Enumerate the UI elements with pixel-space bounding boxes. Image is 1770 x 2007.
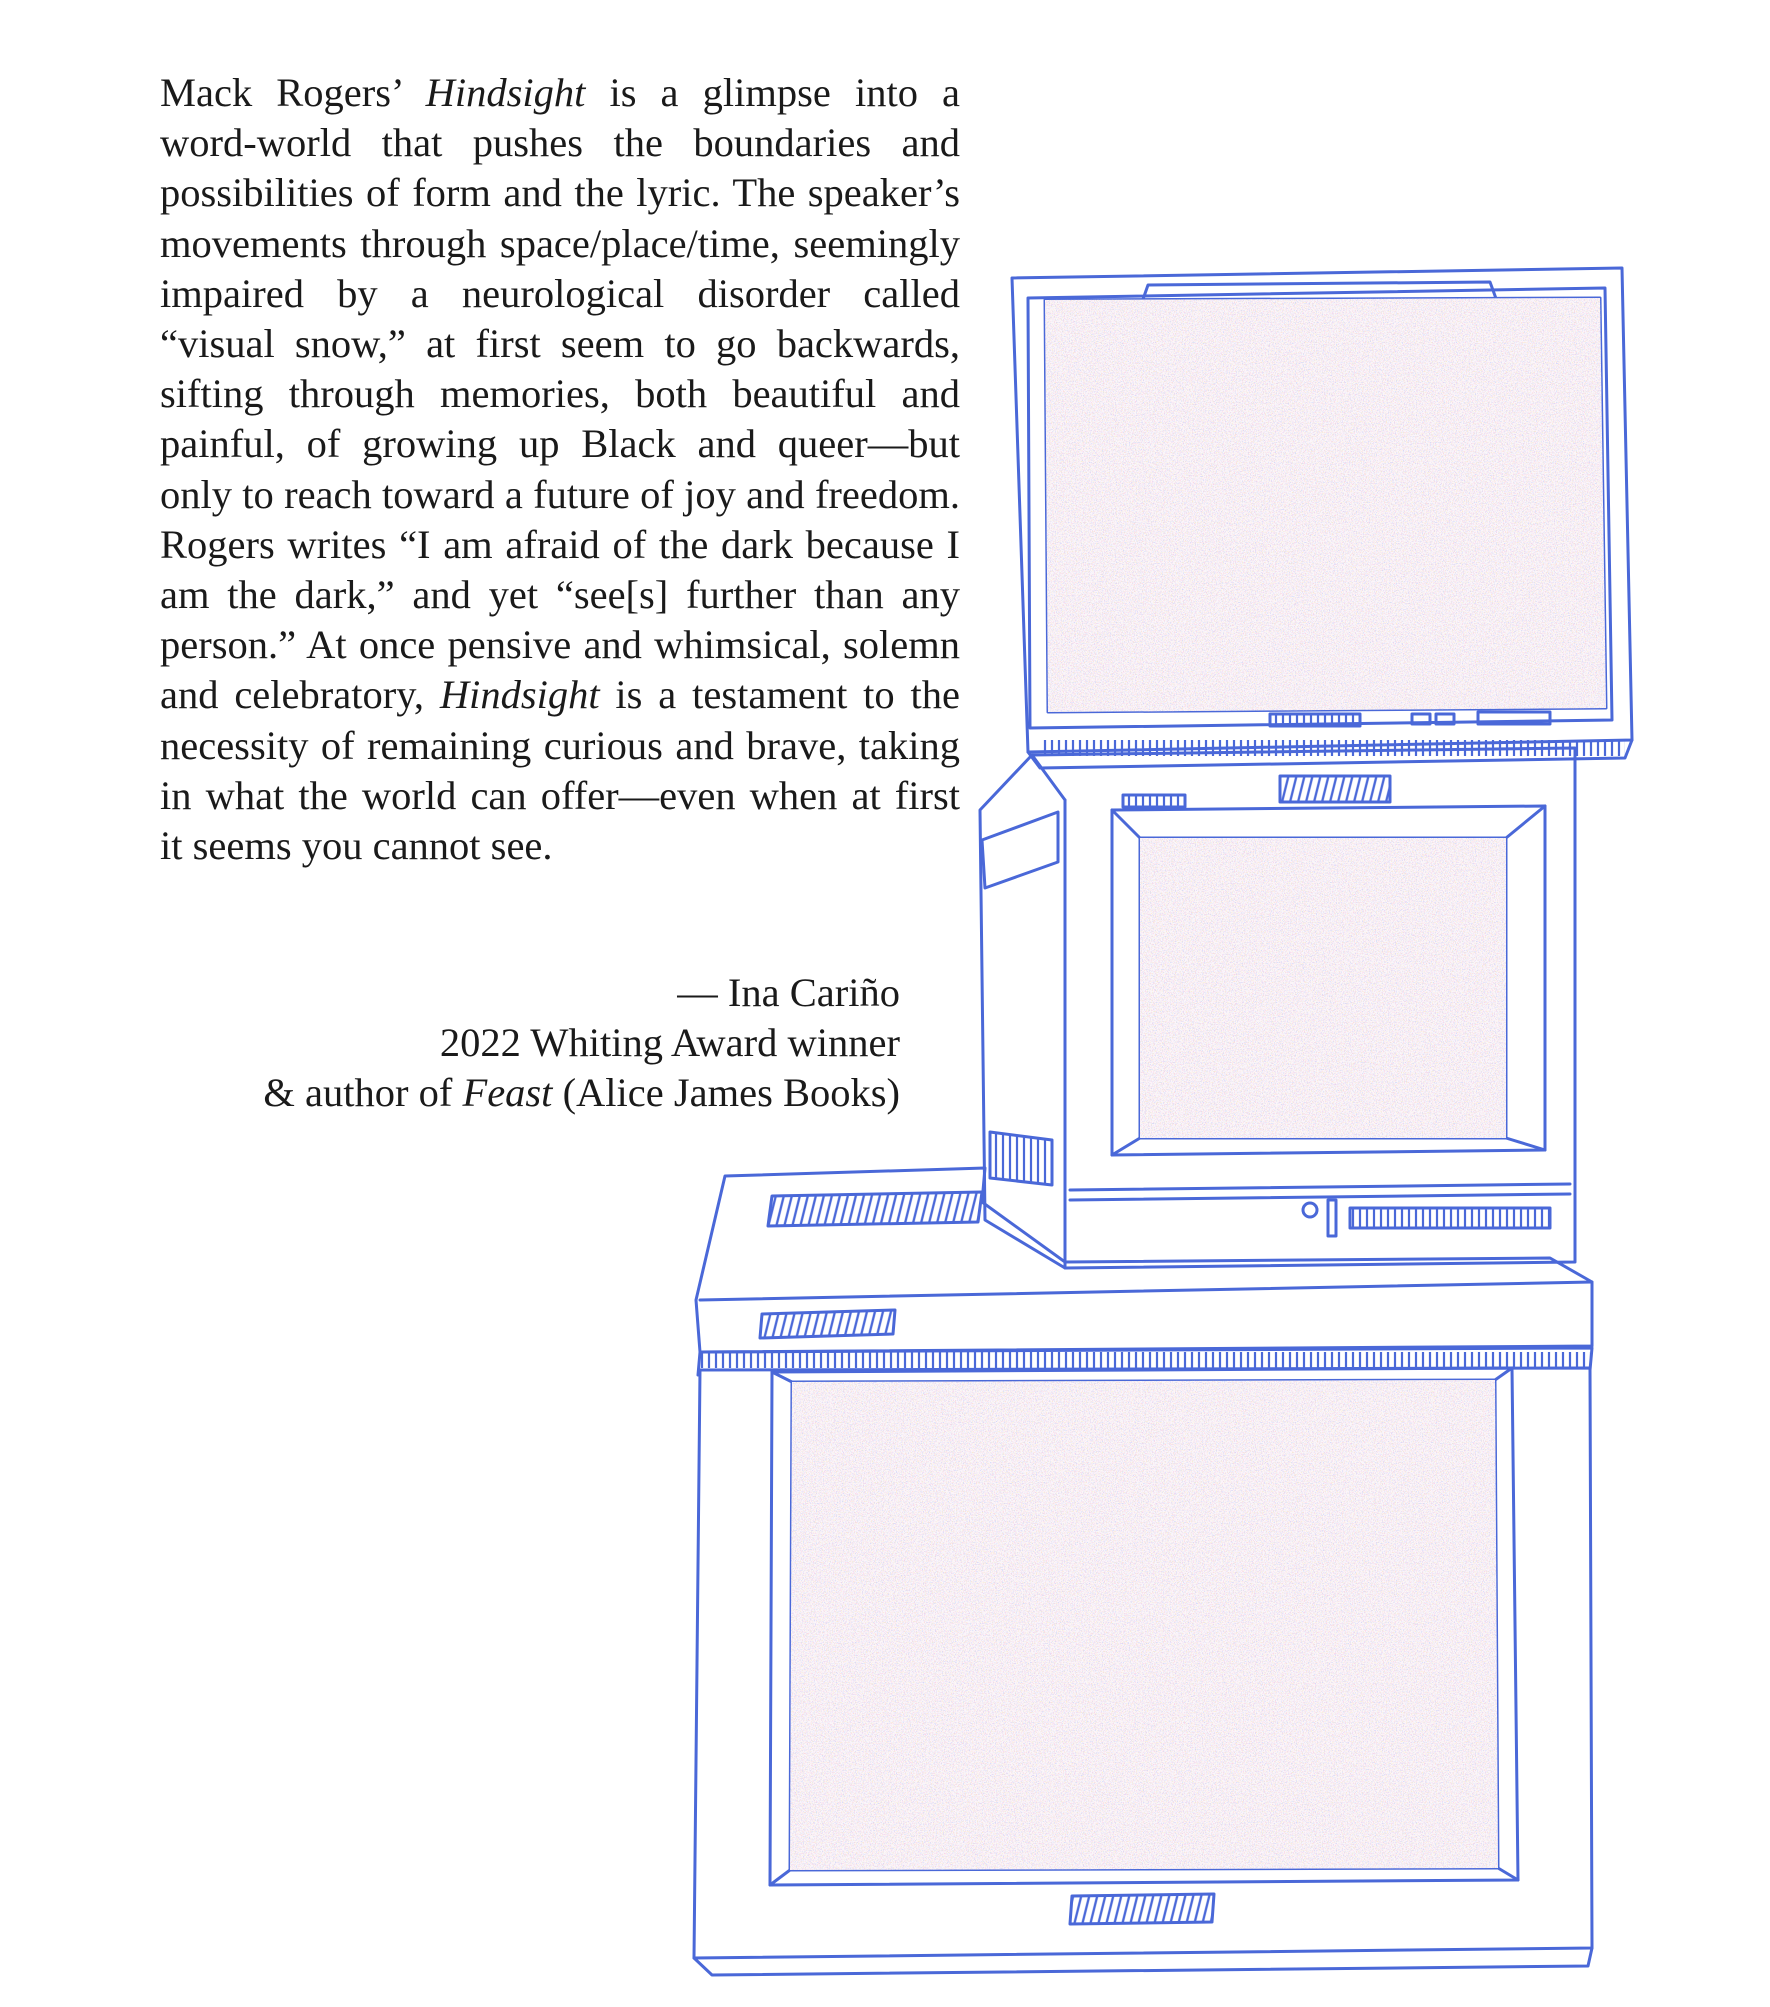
attribution-award: 2022 Whiting Award winner — [439, 1020, 900, 1066]
book-title: Hindsight — [425, 70, 586, 115]
middle-monitor — [980, 748, 1575, 1268]
book-title: Hindsight — [439, 672, 600, 718]
attribution-author: — Ina Cariño — [677, 970, 900, 1015]
top-monitor — [1012, 268, 1632, 768]
blurb-paragraph: Mack Rogers’ Hindsight is a glimpse into a word-world that pushes the boundaries and possibilities of form and the lyric. The speaker’s movements through space/place/time, seemingly impaired by a neurological disorder called “visual snow,” at first seem to go backwards, sifting through memories, both beautiful and painful, of growing up Black and queer—but only to reach toward a future of joy and freedom. Rogers writes “I am afraid of the dark because I am the dark,” and yet “see[s] further than any person.” At once pensive and whimsical, solemn and celebratory, Hindsight is a testament to the necessity of remaining curious and brave, taking in what the world can offer—even when at first it seems you cannot see. — [160, 70, 961, 869]
attribution-book-title: Feast — [462, 1070, 553, 1116]
attribution-credit: & author of Feast (Alice James Books) — [263, 1070, 900, 1116]
bottom-monitor — [694, 1348, 1592, 1975]
